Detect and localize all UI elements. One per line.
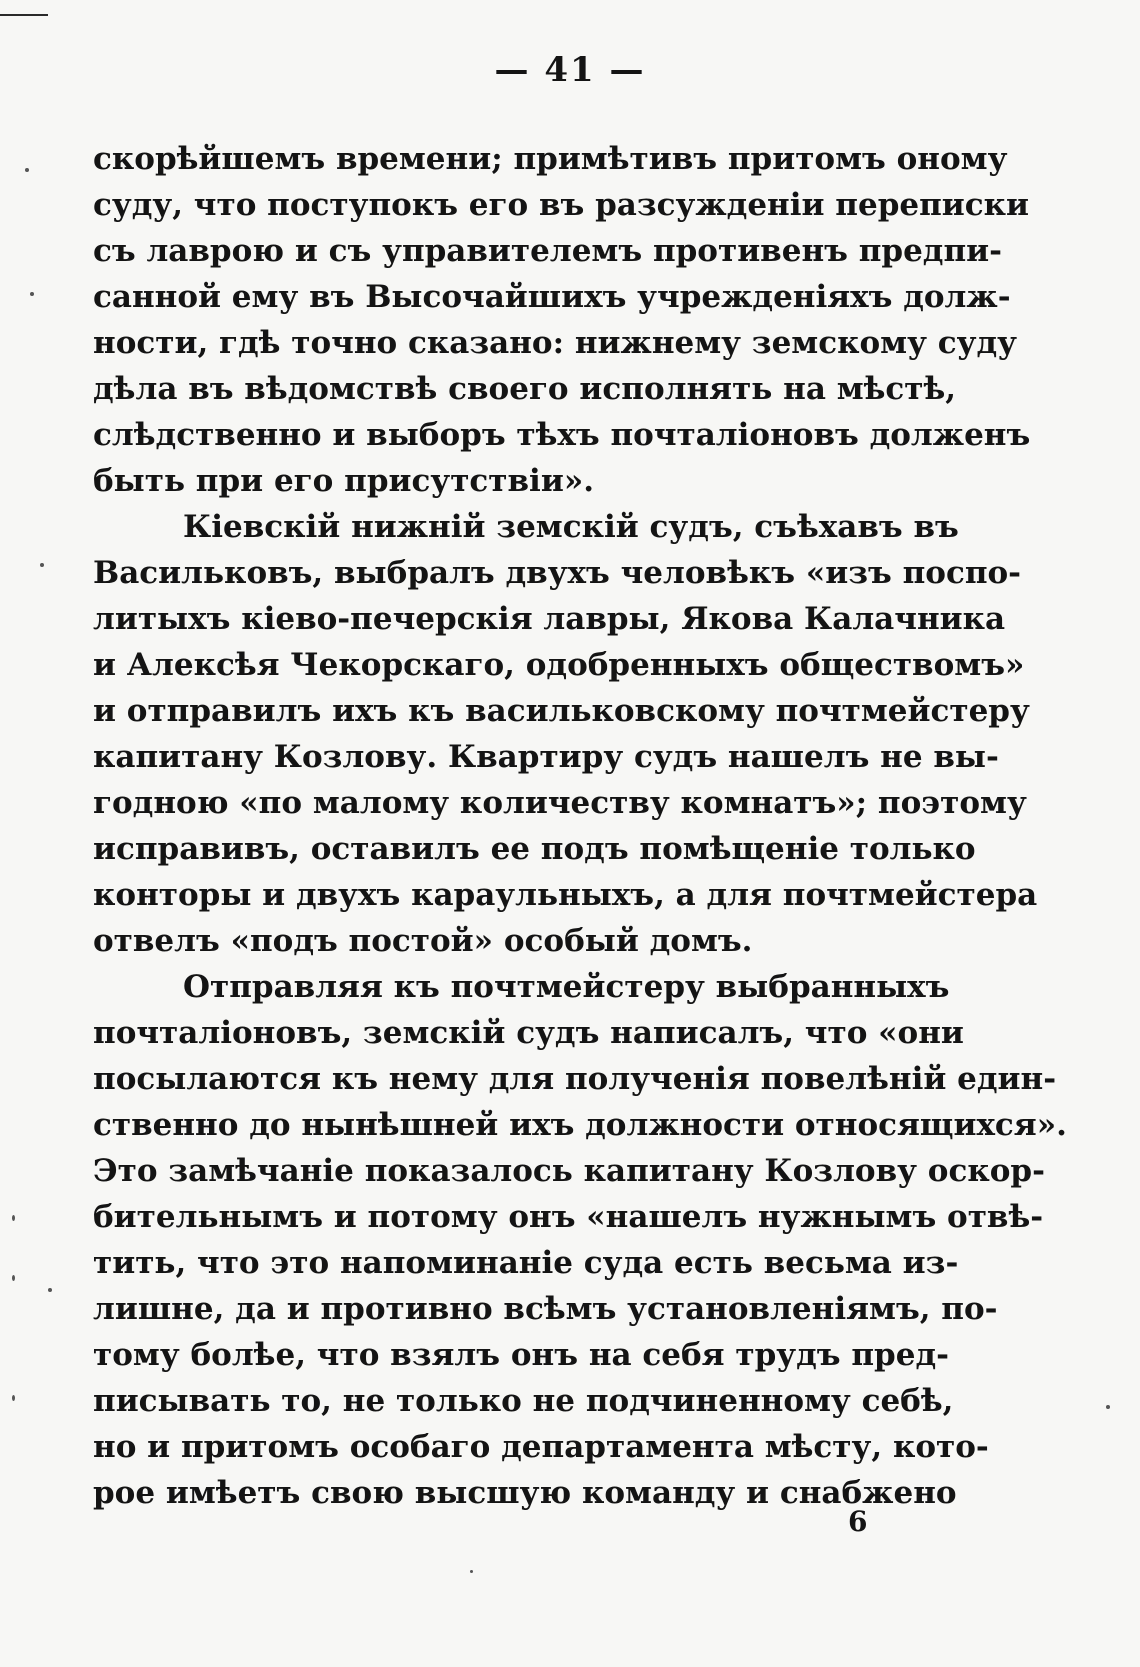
text-line: исправивъ, оставилъ ее подъ помѣщеніе только [93,831,976,867]
top-edge-rule [0,14,48,16]
text-line: писывать то, не только не подчиненному себѣ, [93,1383,954,1419]
text-line: рое имѣетъ свою высшую команду и снабжено [93,1475,957,1511]
text-line: суду, что поступокъ его въ разсужденіи переписки [93,187,1030,223]
text-line: годною «по малому количеству комнатъ»; поэтому [93,785,1027,821]
text-line: быть при его присутствіи». [93,463,594,499]
body-text [93,136,1067,1516]
text-line: посылаются къ нему для полученія повелѣній един- [93,1061,1057,1097]
text-line: отвелъ «подъ постой» особый домъ. [93,923,753,959]
text-line: ности, гдѣ точно сказано: нижнему земскому суду [93,325,1017,361]
paragraph-1 [93,136,1031,504]
paragraph-3 [93,964,1067,1516]
scan-speck [48,1288,52,1292]
text-line: литыхъ кіево-печерскія лавры, Якова Калачника [93,601,1006,637]
text-line: слѣдственно и выборъ тѣхъ почталіоновъ долженъ [93,417,1031,453]
text-line: почталіоновъ, земскій судъ написалъ, что «они [93,1015,964,1051]
scan-speck [470,1570,473,1573]
text-line: съ лаврою и съ управителемъ противенъ предпи- [93,233,1003,269]
text-line: и Алексѣя Чекорскаго, одобренныхъ обществомъ» [93,647,1025,683]
text-line: ственно до нынѣшней ихъ должности относящихся». [93,1107,1067,1143]
scan-speck [25,168,29,172]
text-line: санной ему въ Высочайшихъ учрежденіяхъ долж- [93,279,1011,315]
text-line: лишне, да и противно всѣмъ установленіямъ, по- [93,1291,998,1327]
text-line: Отправляя къ почтмейстеру выбранныхъ [183,969,950,1005]
scan-speck [30,292,34,296]
text-line: и отправилъ ихъ къ васильковскому почтмейстеру [93,693,1030,729]
page-number-header: — 41 — [494,50,646,90]
scan-speck [1106,1405,1110,1409]
text-line: но и притомъ особаго департамента мѣсту, кото- [93,1429,989,1465]
paragraph-2 [93,504,1038,964]
text-line: Васильковъ, выбралъ двухъ человѣкъ «изъ поспо- [93,555,1022,591]
text-line: тому болѣе, что взялъ онъ на себя трудъ пред- [93,1337,949,1373]
text-line: скорѣйшемъ времени; примѣтивъ притомъ оному [93,141,1008,177]
scan-speck [12,1215,15,1221]
scan-speck [12,1275,15,1281]
signature-mark: 6 [848,1505,868,1538]
text-line: бительнымъ и потому онъ «нашелъ нужнымъ отвѣ- [93,1199,1044,1235]
scan-speck [40,563,44,567]
text-line: дѣла въ вѣдомствѣ своего исполнять на мѣстѣ, [93,371,957,407]
text-line: тить, что это напоминаніе суда есть весьма из- [93,1245,959,1281]
scan-speck [12,1395,15,1401]
text-line: конторы и двухъ караульныхъ, а для почтмейстера [93,877,1038,913]
text-line: Это замѣчаніе показалось капитану Козлову оскор- [93,1153,1045,1189]
text-line: Кіевскій нижній земскій судъ, съѣхавъ въ [183,509,959,545]
text-line: капитану Козлову. Квартиру судъ нашелъ не вы- [93,739,999,775]
